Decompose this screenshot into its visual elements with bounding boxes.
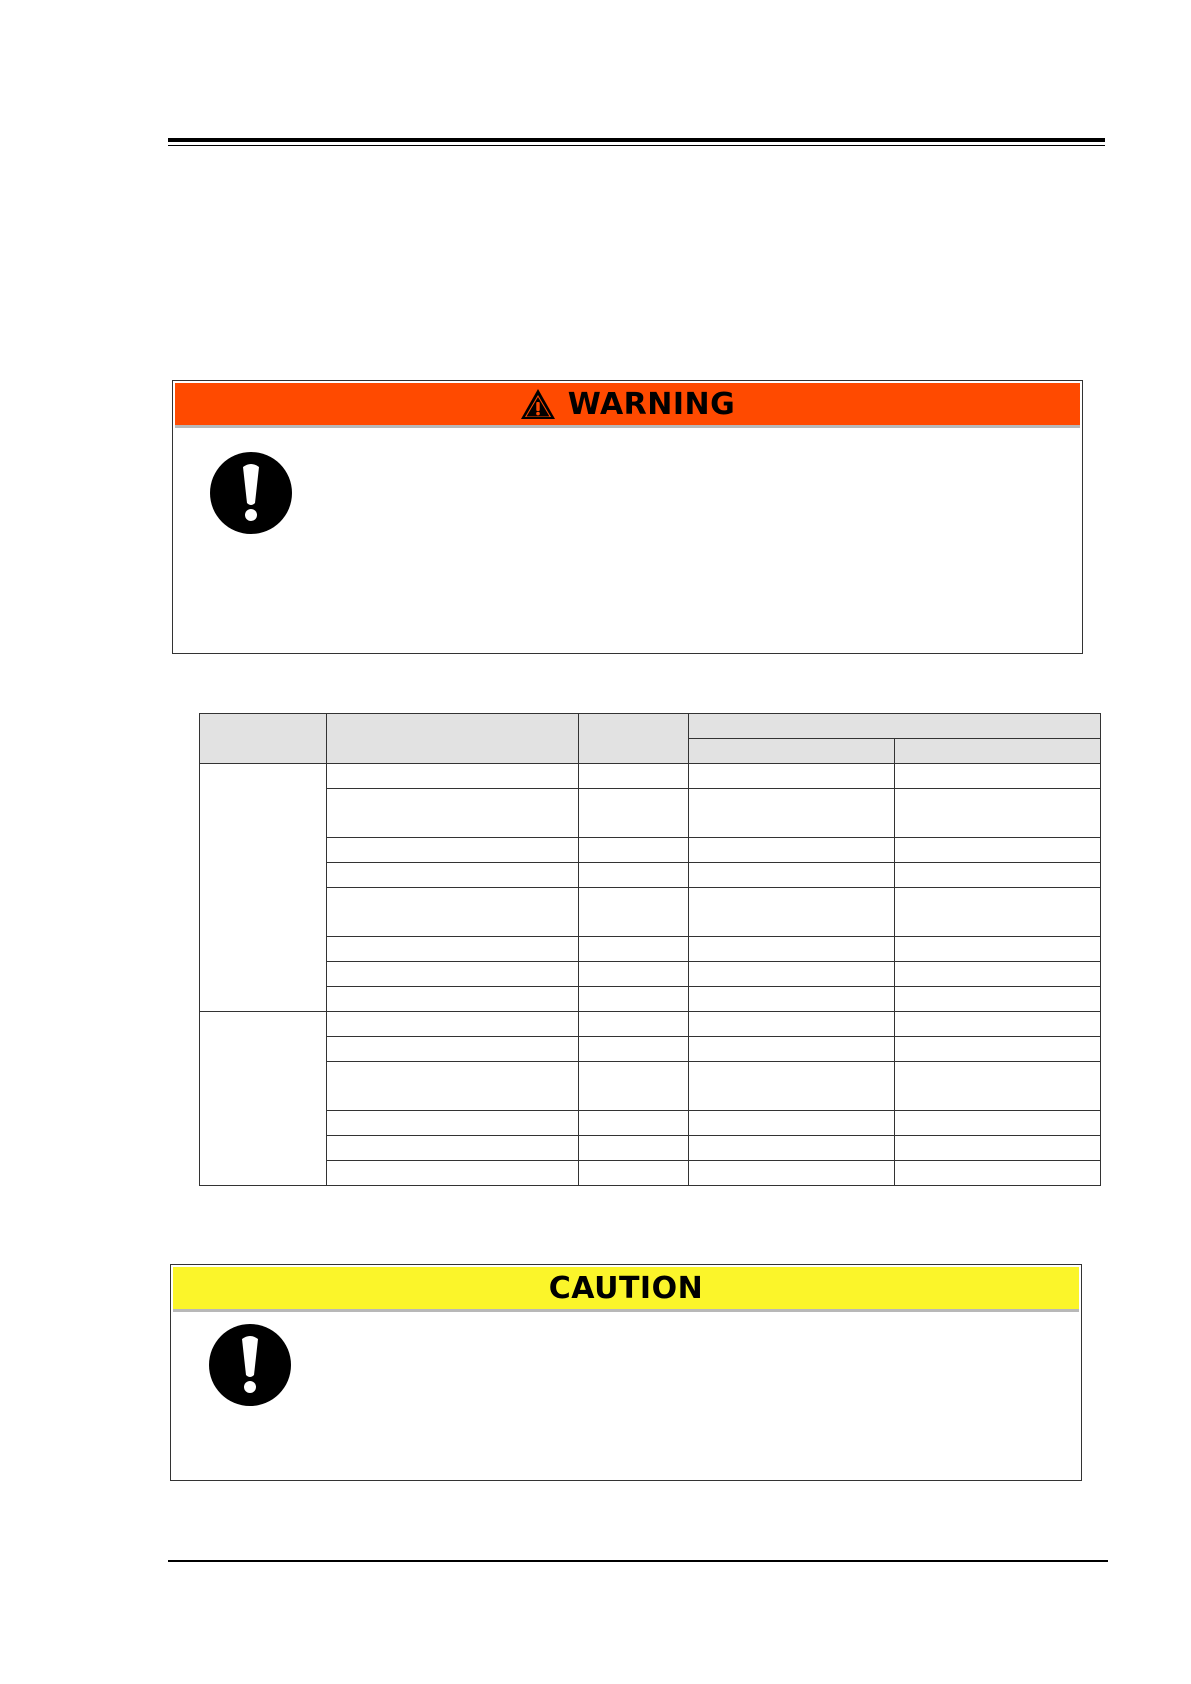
table-row [200, 1062, 1101, 1111]
header-cell [200, 714, 327, 764]
header-cell [895, 739, 1101, 764]
table-cell [689, 1136, 895, 1161]
table-cell [895, 1012, 1101, 1037]
table-cell [895, 962, 1101, 987]
table-row [200, 789, 1101, 838]
table-cell [689, 789, 895, 838]
table-cell [895, 863, 1101, 888]
table-cell [579, 1062, 689, 1111]
table-cell [689, 764, 895, 789]
table-cell [327, 1012, 579, 1037]
table-cell [895, 764, 1101, 789]
table-cell [327, 838, 579, 863]
table-cell [579, 987, 689, 1012]
table-row [200, 937, 1101, 962]
table-cell [327, 1037, 579, 1062]
mandatory-action-icon [208, 1323, 292, 1407]
warning-box [172, 380, 1083, 654]
table-cell [895, 1161, 1101, 1186]
table-cell [579, 937, 689, 962]
table-cell [689, 962, 895, 987]
table-cell [689, 838, 895, 863]
warning-triangle-icon [520, 388, 556, 420]
warning-title: WARNING [567, 386, 736, 422]
header-cell [327, 714, 579, 764]
table-cell [689, 863, 895, 888]
header-cell [689, 739, 895, 764]
table-row [200, 1161, 1101, 1186]
table-cell [579, 1136, 689, 1161]
table-cell [689, 937, 895, 962]
table-row [200, 1037, 1101, 1062]
table-row [200, 1136, 1101, 1161]
header-rule-thin [168, 145, 1105, 146]
spec-table [199, 713, 1101, 1186]
table-cell [327, 937, 579, 962]
table-cell [579, 1161, 689, 1186]
table-cell [327, 1111, 579, 1136]
table-cell [579, 888, 689, 937]
table-cell [895, 838, 1101, 863]
table-cell [895, 789, 1101, 838]
header-rule-thick [168, 138, 1105, 142]
table-row [200, 838, 1101, 863]
table-row [200, 1111, 1101, 1136]
table-cell [327, 1136, 579, 1161]
table-cell [327, 888, 579, 937]
table-cell [689, 1161, 895, 1186]
table-cell [579, 863, 689, 888]
caution-header [173, 1267, 1079, 1312]
header-cell [689, 714, 1101, 739]
table-cell [327, 789, 579, 838]
table-cell [895, 888, 1101, 937]
table-cell [895, 1136, 1101, 1161]
table-row [200, 987, 1101, 1012]
table-cell [689, 888, 895, 937]
table-cell [327, 863, 579, 888]
table-cell [327, 764, 579, 789]
table-row [200, 863, 1101, 888]
table-cell [579, 1012, 689, 1037]
footer-rule [168, 1560, 1108, 1562]
table-cell [579, 1037, 689, 1062]
table-cell [895, 1062, 1101, 1111]
table-cell [895, 937, 1101, 962]
warning-header [175, 383, 1080, 428]
group-cell [200, 1012, 327, 1186]
table-cell [689, 1037, 895, 1062]
header-cell [579, 714, 689, 764]
table-cell [689, 1062, 895, 1111]
table-cell [579, 838, 689, 863]
table-cell [895, 1111, 1101, 1136]
table-cell [689, 987, 895, 1012]
table-row [200, 888, 1101, 937]
group-cell [200, 764, 327, 1012]
table-cell [895, 1037, 1101, 1062]
caution-title: CAUTION [548, 1270, 704, 1306]
table-row [200, 962, 1101, 987]
table-cell [327, 962, 579, 987]
table-cell [327, 1161, 579, 1186]
table-cell [689, 1012, 895, 1037]
mandatory-action-icon [209, 451, 293, 535]
table-cell [327, 987, 579, 1012]
table-cell [327, 1062, 579, 1111]
table-cell [689, 1111, 895, 1136]
caution-box [170, 1264, 1082, 1481]
table-cell [579, 962, 689, 987]
table-header-row [200, 714, 1101, 739]
table-row [200, 764, 1101, 789]
table-cell [579, 789, 689, 838]
table-cell [579, 1111, 689, 1136]
table-cell [895, 987, 1101, 1012]
table-row [200, 1012, 1101, 1037]
table-cell [579, 764, 689, 789]
